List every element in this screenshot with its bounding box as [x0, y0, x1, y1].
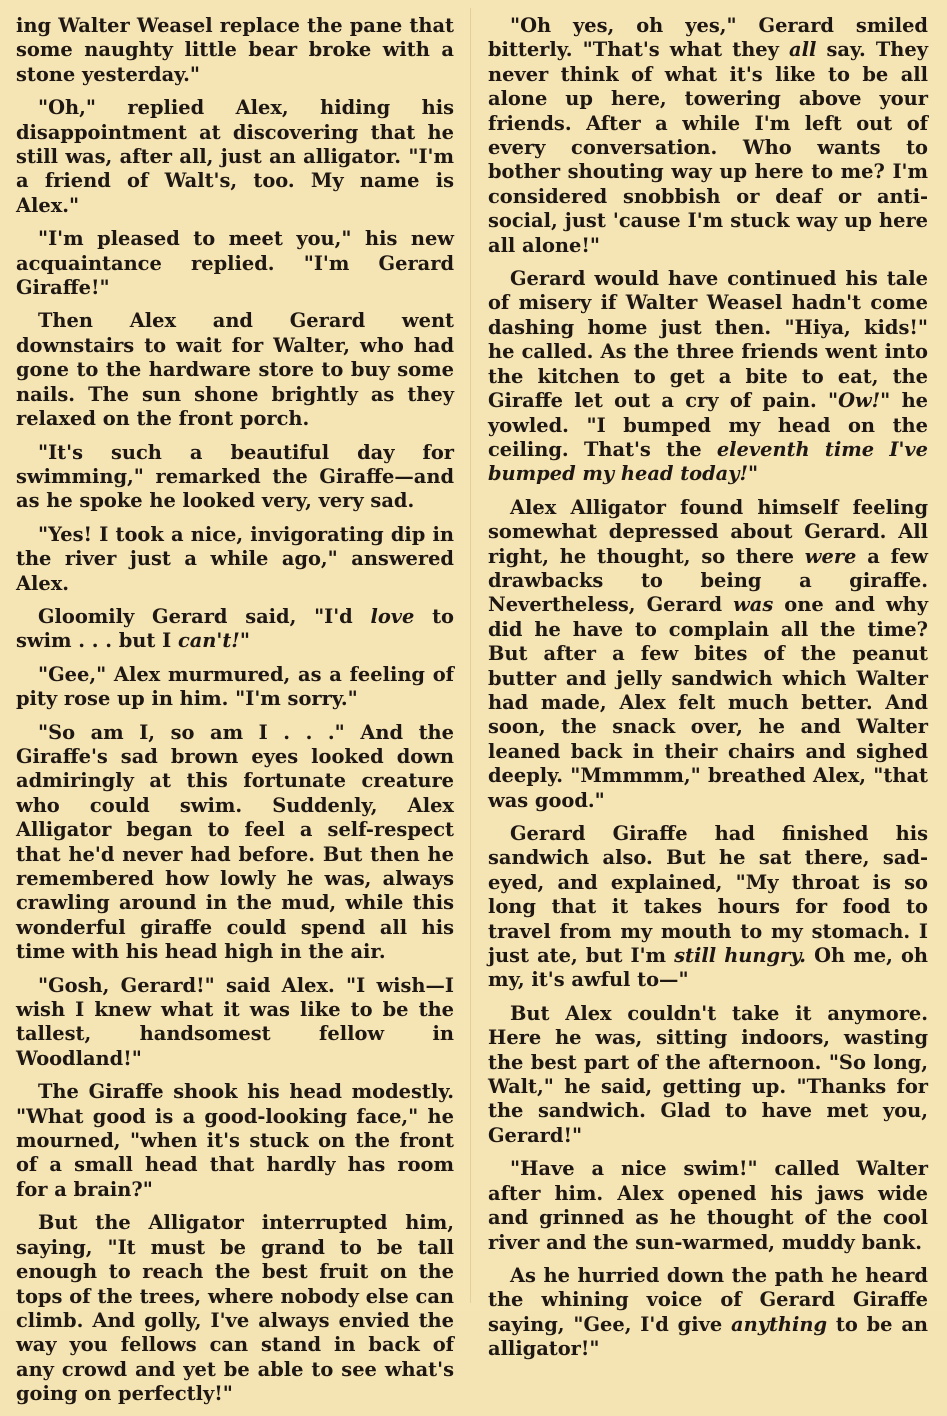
story-paragraph: "I'm pleased to meet you," his new acquaintance replied. "I'm Gerard Giraffe!"	[16, 227, 454, 300]
story-paragraph: "It's such a beautiful day for swimming," remarked the Giraffe—and as he spoke he looked very, very sad.	[16, 440, 454, 513]
emphasized-text: still hungry.	[674, 944, 807, 968]
story-paragraph: Gerard Giraffe had finished his sandwich also. But he sat there, sad-eyed, and explained, "My throat is so long that it takes hours for food to travel from my mouth to my stomach. I just ate, but I'm still hungry. Oh me, oh my, it's awful to—"	[488, 822, 928, 992]
story-paragraph: Then Alex and Gerard went downstairs to wait for Walter, who had gone to the hardware store to buy some nails. The sun shone brightly as they relaxed on the front porch.	[16, 309, 454, 431]
story-paragraph: "Have a nice swim!" called Walter after him. Alex opened his jaws wide and grinned as he thought of the cool river and the sun-warmed, muddy bank.	[488, 1157, 928, 1254]
story-paragraph: ing Walter Weasel replace the pane that some naughty little bear broke with a stone yesterday."	[16, 14, 454, 86]
column-gutter	[470, 8, 471, 1303]
emphasized-text: "Ow!"	[827, 389, 891, 413]
left-text-column	[16, 14, 454, 1416]
emphasized-text: anything	[731, 1312, 828, 1336]
story-paragraph: The Giraffe shook his head modestly. "What good is a good-looking face," he mourned, "when it's stuck on the front of a small head that hardly has room for a brain?"	[16, 1080, 454, 1201]
emphasized-text: all	[789, 38, 817, 62]
emphasized-text: eleventh time I've bumped my head today!	[488, 437, 928, 486]
story-paragraph: "So am I, so am I . . ." And the Giraffe's sad brown eyes looked down admiringly at this fortunate creature who could swim. Suddenly, Alex Alligator began to feel a self-respect that he'd never had before. But then he remembered how lowly he was, always crawling around in the mud, while this wonderful giraffe could spend all his time with his head high in the air.	[16, 720, 454, 964]
story-paragraph: "Gee," Alex murmured, as a feeling of pity rose up in him. "I'm sorry."	[16, 662, 454, 711]
story-paragraph: Gerard would have continued his tale of misery if Walter Weasel hadn't come dashing home just then. "Hiya, kids!" he called. As the three friends went into the kitchen to get a bite to eat, the Giraffe let out a cry of pain. "Ow!" he yowled. "I bumped my head on the ceiling. That's the eleventh time I've bumped my head today!"	[488, 267, 929, 486]
emphasized-text: were	[804, 544, 857, 568]
story-paragraph: Alex Alligator found himself feeling somewhat depressed about Gerard. All right, he thought, so there were a few drawbacks to being a giraffe. Nevertheless, Gerard was one and why did he have to complain all the time? But after a few bites of the peanut butter and jelly sandwich which Walter had made, Alex felt much better. And soon, the snack over, he and Walter leaned back in their chairs and sighed deeply. "Mmmmm," breathed Alex, "that was good."	[488, 495, 928, 812]
emphasized-text: love	[370, 604, 415, 628]
story-paragraph: "Yes! I took a nice, invigorating dip in the river just a while ago," answered Alex.	[16, 522, 454, 595]
emphasized-text: was	[733, 593, 774, 617]
emphasized-text: can't!	[177, 629, 240, 653]
story-paragraph: As he hurried down the path he heard the whining voice of Gerard Giraffe saying, "Gee, I'd give anything to be an alligator!"	[488, 1263, 928, 1361]
story-paragraph: "Oh yes, oh yes," Gerard smiled bitterly. "That's what they all say. They never think of what it's like to be all alone up here, towering above your friends. After a while I'm left out of every conversation. Who wants to bother shouting way up here to me? I'm considered snobbish or deaf or anti-social, just 'cause I'm stuck way up here all alone!"	[488, 14, 929, 257]
story-paragraph: Gloomily Gerard said, "I'd love to swim . . . but I can't!"	[16, 604, 454, 653]
story-paragraph: But the Alligator interrupted him, saying, "It must be grand to be tall enough to reach the best fruit on the tops of the trees, where nobody else can climb. And golly, I've always envied the way you fellows can stand in back of any crowd and yet be able to see what's going on perfectly!"	[16, 1211, 454, 1406]
story-paragraph: But Alex couldn't take it anymore. Here he was, sitting indoors, wasting the best part of the afternoon. "So long, Walt," he said, getting up. "Thanks for the sandwich. Glad to have met you, Gerard!"	[488, 1001, 928, 1147]
right-text-column	[488, 14, 928, 1371]
story-paragraph: "Oh," replied Alex, hiding his disappointment at discovering that he still was, after all, just an alligator. "I'm a friend of Walt's, too. My name is Alex."	[16, 96, 454, 217]
story-paragraph: "Gosh, Gerard!" said Alex. "I wish—I wish I knew what it was like to be the tallest, handsomest fellow in Woodland!"	[16, 973, 454, 1070]
